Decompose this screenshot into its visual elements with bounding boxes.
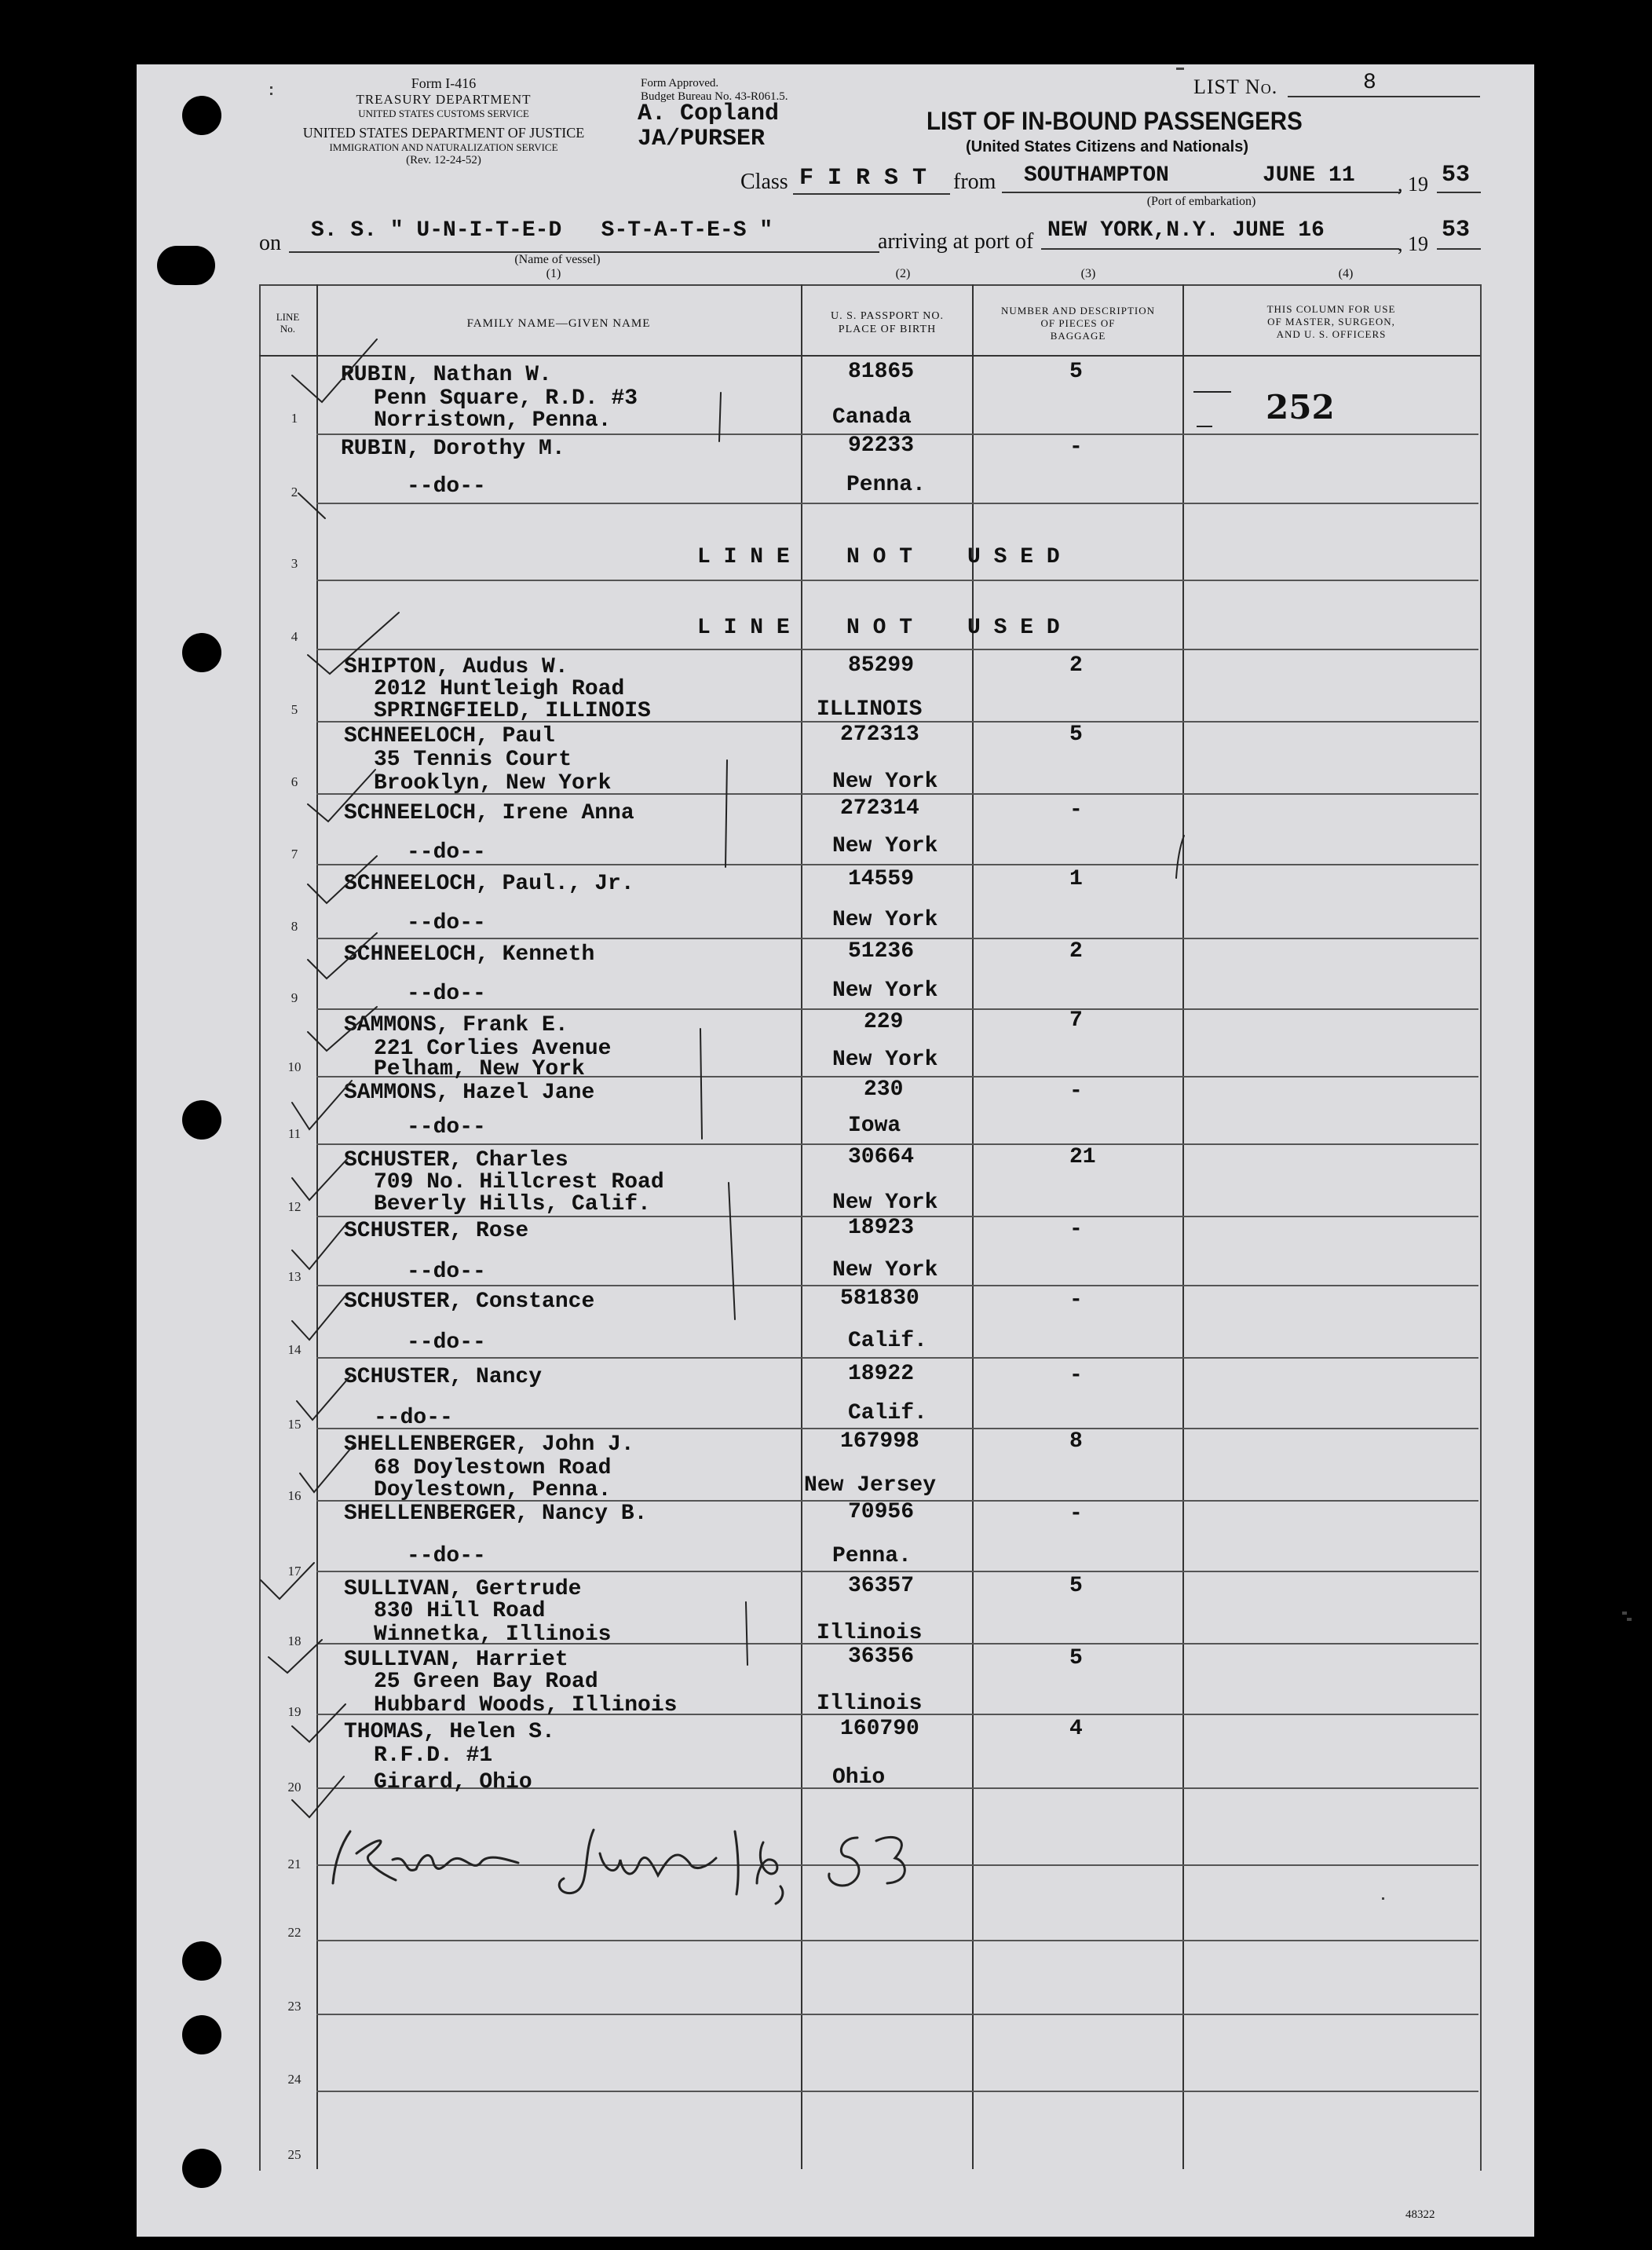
line-not-used: N O T bbox=[846, 545, 913, 569]
passport-number: 18923 bbox=[848, 1216, 915, 1240]
customs-service: UNITED STATES CUSTOMS SERVICE bbox=[358, 108, 529, 119]
passenger-name: SCHNEELOCH, Paul bbox=[344, 724, 555, 748]
officers-column-header: THIS COLUMN FOR USE OF MASTER, SURGEON, AND U. S. OFFICERS bbox=[1266, 303, 1396, 340]
passenger-address: --do-- bbox=[407, 1260, 486, 1284]
line-number: 14 bbox=[287, 1342, 302, 1357]
passport-number: 70956 bbox=[848, 1500, 915, 1524]
class-value: F I R S T bbox=[799, 165, 927, 192]
passenger-address: Brooklyn, New York bbox=[374, 771, 612, 796]
passenger-address: 2012 Huntleigh Road bbox=[374, 677, 625, 701]
passenger-address: --do-- bbox=[407, 911, 486, 935]
passenger-name: SHELLENBERGER, John J. bbox=[344, 1432, 634, 1457]
passenger-address: Penn Square, R.D. #3 bbox=[374, 386, 638, 411]
baggage-count: 5 bbox=[1069, 360, 1083, 384]
passenger-name: SULLIVAN, Harriet bbox=[344, 1648, 568, 1672]
baggage-count: - bbox=[1069, 1363, 1083, 1388]
line-number: 15 bbox=[287, 1417, 302, 1432]
baggage-count: - bbox=[1069, 1079, 1083, 1103]
place-of-birth: New York bbox=[832, 1191, 938, 1215]
passenger-address: Doylestown, Penna. bbox=[374, 1478, 612, 1502]
passenger-address: 25 Green Bay Road bbox=[374, 1670, 598, 1694]
baggage-count: - bbox=[1069, 1217, 1083, 1242]
passenger-name: RUBIN, Nathan W. bbox=[341, 363, 552, 387]
line-number: 6 bbox=[291, 774, 298, 789]
passenger-address: R.F.D. #1 bbox=[374, 1743, 493, 1768]
line-number: 7 bbox=[291, 847, 298, 862]
place-of-birth: New York bbox=[832, 1048, 938, 1072]
passenger-name: SCHUSTER, Constance bbox=[344, 1290, 595, 1314]
line-number: 17 bbox=[287, 1564, 302, 1579]
justice-department: UNITED STATES DEPARTMENT OF JUSTICE bbox=[302, 125, 585, 141]
line-number: 1 bbox=[291, 411, 298, 426]
passenger-address: --do-- bbox=[407, 1544, 486, 1568]
line-number: 12 bbox=[287, 1199, 302, 1214]
name-column-header: FAMILY NAME—GIVEN NAME bbox=[466, 317, 651, 330]
passport-number: 581830 bbox=[840, 1286, 919, 1311]
passenger-address: Hubbard Woods, Illinois bbox=[374, 1693, 678, 1718]
line-number: 24 bbox=[287, 2072, 302, 2087]
place-of-birth: New York bbox=[832, 770, 938, 794]
place-of-birth: New York bbox=[832, 1258, 938, 1282]
passenger-address: --do-- bbox=[407, 474, 486, 499]
line-number: 19 bbox=[287, 1704, 302, 1719]
arrival-year: 53 bbox=[1442, 217, 1471, 243]
baggage-count: 1 bbox=[1069, 867, 1083, 891]
treasury-department: TREASURY DEPARTMENT bbox=[356, 92, 532, 107]
baggage-count: - bbox=[1069, 798, 1083, 822]
column-number-3: (3) bbox=[1080, 267, 1096, 280]
line-number: 10 bbox=[287, 1059, 302, 1074]
baggage-count: 5 bbox=[1069, 1574, 1083, 1598]
passenger-name: SHIPTON, Audus W. bbox=[344, 655, 568, 679]
immigration-service: IMMIGRATION AND NATURALIZATION SERVICE bbox=[329, 141, 558, 153]
passport-number: 272314 bbox=[840, 796, 919, 821]
place-of-birth: Illinois bbox=[817, 1692, 923, 1716]
passport-column-header: U. S. PASSPORT NO. PLACE OF BIRTH bbox=[831, 310, 944, 335]
line-not-used: U S E D bbox=[967, 545, 1060, 569]
passenger-address: Norristown, Penna. bbox=[374, 408, 612, 433]
passenger-address: --do-- bbox=[407, 982, 486, 1006]
baggage-count: 2 bbox=[1069, 939, 1083, 964]
passenger-name: THOMAS, Helen S. bbox=[344, 1720, 555, 1744]
passenger-address: Winnetka, Illinois bbox=[374, 1623, 612, 1647]
passport-number: 85299 bbox=[848, 653, 915, 678]
column-number-2: (2) bbox=[895, 267, 911, 280]
passenger-address: 35 Tennis Court bbox=[374, 748, 572, 772]
signer-name: A. Copland bbox=[638, 101, 780, 127]
list-number: 8 bbox=[1363, 71, 1376, 95]
baggage-count: 5 bbox=[1069, 1646, 1083, 1670]
line-number: 9 bbox=[291, 990, 298, 1005]
place-of-birth: Illinois bbox=[817, 1621, 923, 1645]
line-number-header: LINE No. bbox=[276, 311, 300, 335]
passenger-address: Girard, Ohio bbox=[374, 1770, 532, 1795]
passenger-address: --do-- bbox=[374, 1406, 453, 1430]
port-caption: (Port of embarkation) bbox=[1146, 195, 1256, 208]
place-of-birth: Penna. bbox=[832, 1544, 912, 1568]
passenger-name: SAMMONS, Frank E. bbox=[344, 1013, 568, 1037]
passenger-name: SAMMONS, Hazel Jane bbox=[344, 1081, 595, 1105]
passport-number: 30664 bbox=[848, 1145, 915, 1169]
revision-date: (Rev. 12-24-52) bbox=[406, 154, 481, 166]
passenger-name: SCHNEELOCH, Paul., Jr. bbox=[344, 872, 634, 896]
passenger-name: SCHNEELOCH, Kenneth bbox=[344, 942, 595, 967]
passenger-address: Pelham, New York bbox=[374, 1057, 585, 1081]
passport-number: 36357 bbox=[848, 1574, 915, 1598]
page-subtitle: (United States Citizens and Nationals) bbox=[965, 138, 1249, 155]
passport-number: 167998 bbox=[840, 1429, 919, 1454]
arriving-label: arriving at port of bbox=[878, 229, 1034, 254]
passport-number: 18922 bbox=[848, 1362, 915, 1386]
arrival-port: NEW YORK,N.Y. JUNE 16 bbox=[1047, 218, 1325, 243]
passenger-name: RUBIN, Dorothy M. bbox=[341, 437, 565, 461]
passenger-address: 830 Hill Road bbox=[374, 1599, 546, 1623]
passenger-name: SULLIVAN, Gertrude bbox=[344, 1577, 582, 1601]
place-of-birth: Ohio bbox=[832, 1765, 886, 1790]
footer-code: 48322 bbox=[1405, 2208, 1435, 2221]
line-not-used: L I N E bbox=[697, 616, 790, 640]
column-number-1: (1) bbox=[546, 267, 561, 280]
passenger-address: SPRINGFIELD, ILLINOIS bbox=[374, 699, 651, 723]
passport-number: 36356 bbox=[848, 1645, 915, 1669]
line-number: 3 bbox=[291, 556, 298, 571]
baggage-count: - bbox=[1069, 1502, 1083, 1526]
place-of-birth: Canada bbox=[832, 405, 912, 430]
year-prefix: , 19 bbox=[1398, 173, 1428, 196]
passport-number: 81865 bbox=[848, 360, 915, 384]
passenger-address: 221 Corlies Avenue bbox=[374, 1037, 612, 1061]
place-of-birth: New Jersey bbox=[804, 1473, 937, 1498]
passenger-address: 68 Doylestown Road bbox=[374, 1456, 612, 1480]
place-of-birth: Calif. bbox=[848, 1329, 927, 1353]
class-label: Class bbox=[740, 170, 788, 194]
baggage-count: 8 bbox=[1069, 1429, 1083, 1454]
passenger-name: SCHUSTER, Rose bbox=[344, 1219, 529, 1243]
passport-number: 272313 bbox=[840, 723, 919, 747]
place-of-birth: Penna. bbox=[846, 473, 926, 497]
passenger-address: --do-- bbox=[407, 1115, 486, 1140]
list-label: LIST No. bbox=[1193, 75, 1278, 98]
line-number: 13 bbox=[287, 1269, 302, 1284]
page-title: LIST OF IN-BOUND PASSENGERS bbox=[927, 107, 1303, 135]
passenger-address: --do-- bbox=[407, 840, 486, 865]
line-number: 4 bbox=[291, 629, 298, 644]
line-not-used: N O T bbox=[846, 616, 913, 640]
baggage-count: 7 bbox=[1069, 1008, 1083, 1033]
baggage-count: 4 bbox=[1069, 1717, 1083, 1741]
column-number-4: (4) bbox=[1338, 267, 1354, 280]
form-approved: Form Approved. bbox=[641, 77, 719, 90]
vessel-name: S. S. " U-N-I-T-E-D S-T-A-T-E-S " bbox=[311, 218, 773, 243]
line-number: 18 bbox=[287, 1634, 302, 1648]
place-of-birth: New York bbox=[832, 834, 938, 858]
line-number: 21 bbox=[287, 1857, 302, 1871]
embarkation-date: JUNE 11 bbox=[1263, 163, 1355, 188]
line-not-used: L I N E bbox=[697, 545, 790, 569]
budget-bureau: Budget Bureau No. 43-R061.5. bbox=[641, 90, 788, 103]
from-label: from bbox=[953, 170, 996, 194]
baggage-column-header: NUMBER AND DESCRIPTION OF PIECES OF BAGGAGE bbox=[1000, 305, 1156, 342]
on-label: on bbox=[259, 231, 281, 255]
line-not-used: U S E D bbox=[967, 616, 1060, 640]
vessel-caption: (Name of vessel) bbox=[514, 253, 601, 266]
line-number: 2 bbox=[291, 485, 298, 499]
passenger-name: SCHNEELOCH, Irene Anna bbox=[344, 801, 634, 825]
line-number: 25 bbox=[287, 2147, 302, 2162]
line-number: 23 bbox=[287, 1999, 302, 2014]
passport-number: 160790 bbox=[840, 1717, 919, 1741]
passenger-name: SHELLENBERGER, Nancy B. bbox=[344, 1502, 648, 1526]
passenger-address: --do-- bbox=[407, 1330, 486, 1355]
baggage-count: - bbox=[1069, 435, 1083, 459]
baggage-count: - bbox=[1069, 1288, 1083, 1312]
baggage-count: 5 bbox=[1069, 723, 1083, 747]
passenger-name: SCHUSTER, Charles bbox=[344, 1148, 568, 1173]
passport-number: 14559 bbox=[848, 867, 915, 891]
line-number: 8 bbox=[291, 919, 298, 934]
passport-number: 51236 bbox=[848, 939, 915, 964]
place-of-birth: New York bbox=[832, 908, 938, 932]
line-number: 22 bbox=[287, 1925, 302, 1940]
form-number: Form I-416 bbox=[411, 75, 477, 91]
baggage-count: 2 bbox=[1069, 653, 1083, 678]
passport-number: 229 bbox=[864, 1010, 904, 1034]
place-of-birth: New York bbox=[832, 979, 938, 1003]
signer-title: JA/PURSER bbox=[638, 126, 766, 152]
line-number: 20 bbox=[287, 1780, 302, 1795]
place-of-birth: Calif. bbox=[848, 1401, 927, 1425]
place-of-birth: ILLINOIS bbox=[817, 697, 923, 722]
embarkation-year: 53 bbox=[1442, 162, 1471, 188]
passport-number: 92233 bbox=[848, 434, 915, 458]
baggage-count: 21 bbox=[1069, 1145, 1096, 1169]
passport-number: 230 bbox=[864, 1077, 904, 1102]
passenger-address: Beverly Hills, Calif. bbox=[374, 1192, 651, 1216]
line-number: 5 bbox=[291, 702, 298, 717]
year-prefix: , 19 bbox=[1398, 232, 1428, 255]
line-number: 11 bbox=[287, 1126, 302, 1141]
officer-stamp-number: 252 bbox=[1266, 388, 1335, 426]
embarkation-port: SOUTHAMPTON bbox=[1024, 163, 1169, 188]
line-number: 16 bbox=[287, 1488, 302, 1503]
passenger-address: 709 No. Hillcrest Road bbox=[374, 1170, 664, 1195]
place-of-birth: Iowa bbox=[848, 1114, 901, 1138]
passenger-name: SCHUSTER, Nancy bbox=[344, 1365, 543, 1389]
